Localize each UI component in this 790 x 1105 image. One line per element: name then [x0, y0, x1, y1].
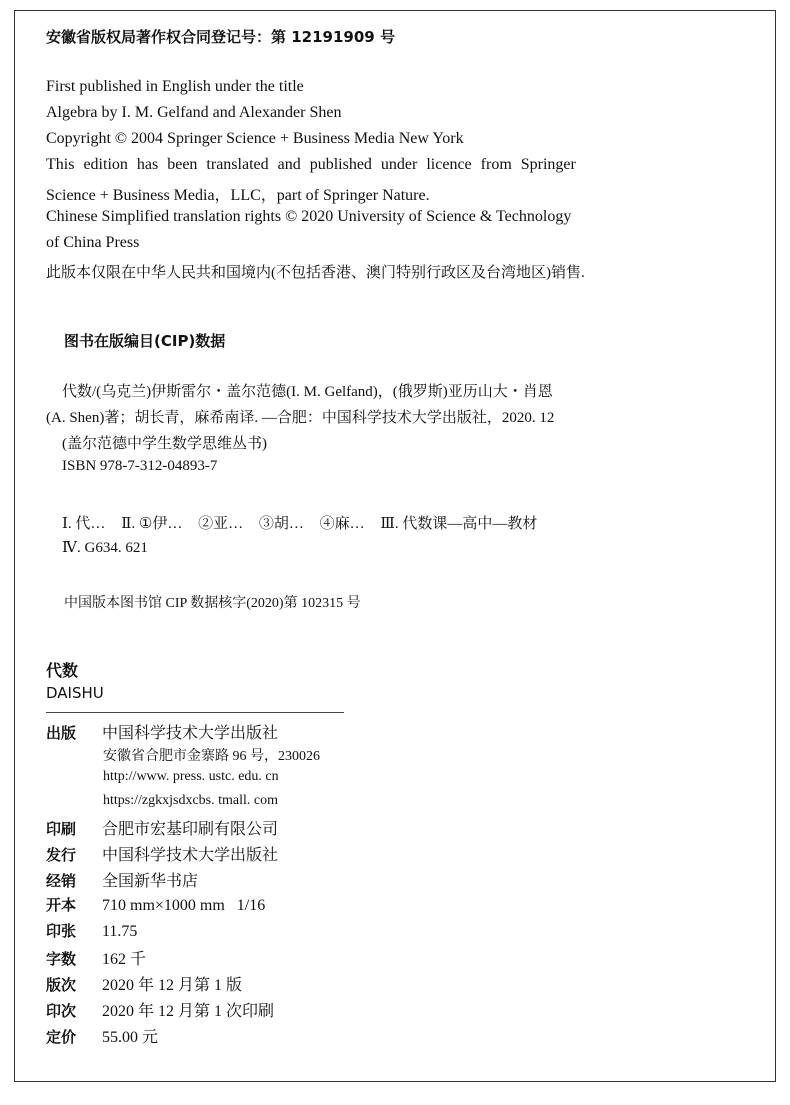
cip-line: (A. Shen)著；胡长青，麻希南译. —合肥：中国科学技术大学出版社，2020. 12: [46, 410, 555, 426]
imprint-label: 出版: [46, 724, 77, 742]
imprint-value: 162 千: [102, 951, 147, 968]
imprint-label: 开本: [46, 896, 77, 914]
english-notice-line: Algebra by I. M. Gelfand and Alexander Shen: [46, 104, 342, 121]
imprint-word-count: [46, 946, 146, 969]
imprint-label: 字数: [46, 950, 77, 968]
cip-line: 代数/(乌克兰)伊斯雷尔・盖尔范德(I. M. Gelfand)，(俄罗斯)亚历山大・肖恩: [62, 384, 553, 400]
english-notice-line: of China Press: [46, 234, 140, 251]
cip-line: (盖尔范德中学生数学思维丛书): [62, 436, 267, 452]
english-notice-line: This edition has been translated and published under licence from Springer: [46, 156, 576, 173]
imprint-value: 中国科学技术大学出版社: [102, 725, 279, 742]
english-notice-line: Science + Business Media，LLC，part of Springer Nature.: [46, 187, 430, 204]
classification-item: ③胡…: [258, 516, 304, 532]
classification-item: Ⅲ. 代数课—高中—教材: [380, 516, 538, 532]
cip-heading: 图书在版编目(CIP)数据: [64, 332, 226, 350]
classification-line: [62, 512, 549, 533]
book-pinyin: DAISHU: [46, 684, 104, 702]
imprint-label: 印次: [46, 1002, 77, 1020]
imprint-printing: [46, 998, 274, 1021]
classification-line-2: Ⅳ. G634. 621: [62, 540, 148, 556]
imprint-value: 710 mm×1000 mm 1/16: [102, 897, 266, 914]
imprint-issuer: [46, 842, 278, 865]
imprint-distributor: [46, 868, 198, 891]
imprint-value: 11.75: [102, 923, 138, 940]
classification-item: ④麻…: [319, 516, 365, 532]
book-title: 代数: [46, 661, 79, 680]
imprint-publisher: [46, 720, 278, 743]
imprint-value: 55.00 元: [102, 1029, 159, 1046]
publisher-address: 安徽省合肥市金寨路 96 号，230026: [103, 749, 320, 764]
imprint-value: 合肥市宏基印刷有限公司: [102, 821, 279, 838]
classification-item: Ⅱ. ①伊…: [121, 516, 183, 532]
imprint-value: 中国科学技术大学出版社: [102, 847, 279, 864]
copyright-registration: 安徽省版权局著作权合同登记号：第 12191909 号: [46, 28, 395, 46]
classification-item: Ⅰ. 代…: [62, 516, 106, 532]
imprint-printer: [46, 816, 278, 839]
imprint-label: 定价: [46, 1028, 77, 1046]
imprint-label: 经销: [46, 872, 77, 890]
english-notice-line: First published in English under the title: [46, 78, 304, 95]
english-notice-line: Chinese Simplified translation rights © 2020 University of Science & Technology: [46, 208, 572, 225]
imprint-format: [46, 894, 265, 915]
publisher-website: http://www. press. ustc. edu. cn: [103, 769, 279, 784]
isbn: ISBN 978-7-312-04893-7: [62, 458, 218, 474]
cip-number: 中国版本图书馆 CIP 数据核字(2020)第 102315 号: [64, 596, 361, 611]
divider: [46, 712, 344, 713]
imprint-label: 发行: [46, 846, 77, 864]
imprint-label: 印张: [46, 922, 77, 940]
imprint-sheets: [46, 920, 137, 941]
imprint-value: 全国新华书店: [102, 873, 199, 890]
english-notice-line: Copyright © 2004 Springer Science + Business Media New York: [46, 130, 464, 147]
imprint-edition: [46, 972, 242, 995]
imprint-label: 印刷: [46, 820, 77, 838]
imprint-price: [46, 1024, 158, 1047]
sales-restriction: 此版本仅限在中华人民共和国境内(不包括香港、澳门特别行政区及台湾地区)销售.: [46, 265, 585, 281]
imprint-value: 2020 年 12 月第 1 次印刷: [102, 1003, 275, 1020]
imprint-value: 2020 年 12 月第 1 版: [102, 977, 243, 994]
imprint-label: 版次: [46, 976, 77, 994]
classification-item: ②亚…: [198, 516, 244, 532]
publisher-shop: https://zgkxjsdxcbs. tmall. com: [103, 793, 278, 808]
